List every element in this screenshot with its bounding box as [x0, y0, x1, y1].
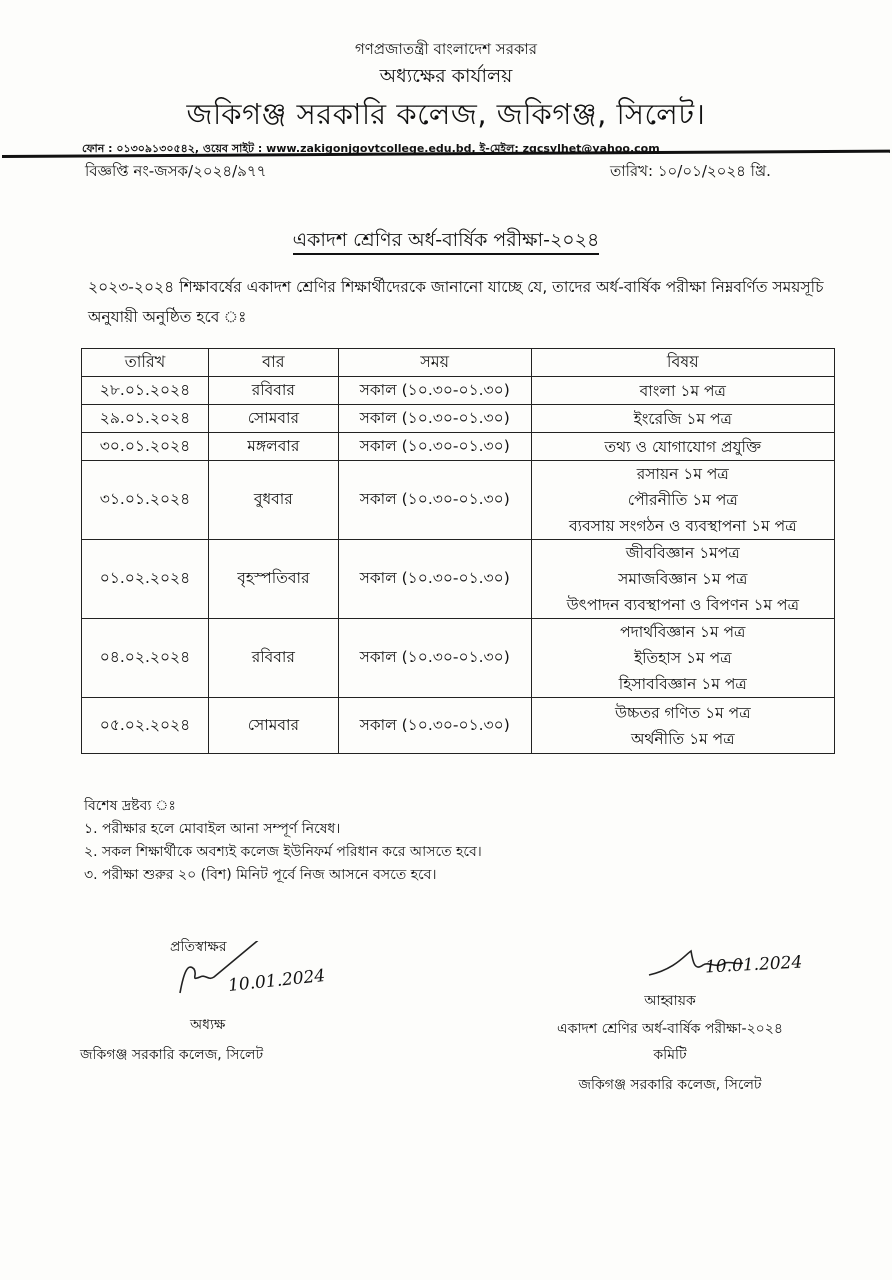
cell-subjects: [531, 433, 834, 461]
subject-item: ইংরেজি ১ম পত্র: [633, 409, 732, 428]
office-heading: অধ্যক্ষের কার্যালয়: [379, 65, 513, 87]
principal-signature-block: [80, 935, 340, 1067]
contact-text: ফোন : ০১৩০৯১৩০৫৪২, ওয়েব সাইট : www.zakigonjgovtcollege.edu.bd, ই-মেইল:: [82, 142, 523, 155]
cell-time: সকাল (১০.৩০-০১.৩০): [338, 540, 531, 619]
committee-name: একাদশ শ্রেণির অর্ধ-বার্ষিক পরীক্ষা-২০২৪: [557, 1021, 783, 1037]
notice-title: [0, 226, 892, 258]
convener-sign-date: 10.01.2024: [704, 952, 803, 978]
cell-time: সকাল (১০.৩০-০১.৩০): [338, 698, 531, 754]
subject-item: উৎপাদন ব্যবস্থাপনা ও বিপণন ১ম পত্র: [566, 596, 799, 614]
subject-item: উচ্চতর গণিত ১ম পত্র: [614, 703, 751, 722]
table-row: [82, 461, 835, 540]
cell-day: সোমবার: [208, 698, 338, 754]
email-link[interactable]: zgcsylhet@yahoo.com: [522, 142, 660, 155]
subject-item: পৌরনীতি ১ম পত্র: [627, 491, 738, 509]
subject-item: পদার্থবিজ্ঞান ১ম পত্র: [620, 623, 746, 641]
cell-subjects: [531, 619, 834, 698]
cell-time: সকাল (১০.৩০-০১.৩০): [338, 619, 531, 698]
principal-sign-date: 10.01.2024: [227, 965, 327, 997]
cell-time: সকাল (১০.৩০-০১.৩০): [338, 461, 531, 540]
subject-item: ইতিহাস ১ম পত্র: [634, 649, 732, 667]
cell-day: রবিবার: [208, 619, 338, 698]
subject-item: তথ্য ও যোগাযোগ প্রযুক্তি: [604, 437, 762, 456]
government-heading: গণপ্রজাতন্ত্রী বাংলাদেশ সরকার: [354, 40, 538, 58]
cell-subjects: [531, 405, 834, 433]
notice-date: তারিখ: ১০/০১/২০২৪ খ্রি.: [610, 162, 771, 180]
note-item: ৩. পরীক্ষা শুরুর ২০ (বিশ) মিনিট পূর্বে নিজ আসনে বসতে হবে।: [84, 867, 437, 883]
table-row: [82, 405, 835, 433]
principal-institution: জকিগঞ্জ সরকারি কলেজ, সিলেট: [80, 1047, 264, 1063]
subject-item: বাংলা ১ম পত্র: [639, 381, 726, 400]
college-name: জকিগঞ্জ সরকারি কলেজ, জকিগঞ্জ, সিলেট।: [186, 97, 706, 131]
cell-subjects: [531, 540, 834, 619]
cell-time: সকাল (১০.৩০-০১.৩০): [338, 433, 531, 461]
cell-day: সোমবার: [208, 405, 338, 433]
table-row: [82, 377, 835, 405]
cell-day: বুধবার: [208, 461, 338, 540]
note-item: ২. সকল শিক্ষার্থীকে অবশ্যই কলেজ ইউনিফর্ম পরিধান করে আসতে হবে।: [84, 844, 482, 860]
subject-item: হিসাববিজ্ঞান ১ম পত্র: [618, 675, 747, 693]
cell-subjects: [531, 461, 834, 540]
header-subject: বিষয়: [531, 349, 834, 377]
header-time: সময়: [338, 349, 531, 377]
cell-date: ২৮.০১.২০২৪: [82, 377, 209, 405]
cell-day: বৃহস্পতিবার: [208, 540, 338, 619]
notice-intro: ২০২৩-২০২৪ শিক্ষাবর্ষের একাদশ শ্রেণির শিক্ষার্থীদেরকে জানানো যাচ্ছে যে, তাদের অর্ধ-বার্ষিক পরীক্ষা নিম্নবর্ণিত সময়সূচি অনুযায়ী অনুষ্ঠিত হবে ঃ: [88, 278, 824, 326]
table-row: [82, 698, 835, 754]
header-day: বার: [208, 349, 338, 377]
cell-date: ২৯.০১.২০২৪: [82, 405, 209, 433]
subject-item: ব্যবসায় সংগঠন ও ব্যবস্থাপনা ১ম পত্র: [568, 517, 797, 535]
cell-date: ৩০.০১.২০২৪: [82, 433, 209, 461]
subject-item: রসায়ন ১ম পত্র: [636, 465, 729, 483]
convener-signature-block: [520, 952, 840, 1097]
countersign-label: প্রতিস্বাক্ষর: [170, 939, 227, 955]
principal-signature: [80, 959, 340, 1011]
cell-day: মঙ্গলবার: [208, 433, 338, 461]
notice-title-text: একাদশ শ্রেণির অর্ধ-বার্ষিক পরীক্ষা-২০২৪: [293, 229, 600, 255]
subject-item: জীববিজ্ঞান ১মপত্র: [625, 544, 740, 562]
committee-label: কমিটি: [653, 1047, 687, 1063]
cell-subjects: [531, 698, 834, 754]
cell-time: সকাল (১০.৩০-০১.৩০): [338, 405, 531, 433]
cell-date: ০৫.০২.২০২৪: [82, 698, 209, 754]
note-item: ১. পরীক্ষার হলে মোবাইল আনা সম্পূর্ণ নিষেধ।: [84, 821, 341, 837]
header-date: তারিখ: [82, 349, 209, 377]
cell-day: রবিবার: [208, 377, 338, 405]
cell-time: সকাল (১০.৩০-০১.৩০): [338, 377, 531, 405]
cell-date: ০৪.০২.২০২৪: [82, 619, 209, 698]
cell-date: ০১.০২.২০২৪: [82, 540, 209, 619]
table-row: [82, 540, 835, 619]
table-row: [82, 433, 835, 461]
notes-heading: বিশেষ দ্রষ্টব্য ঃ: [84, 798, 176, 814]
special-notes: [84, 795, 482, 887]
memo-number: বিজ্ঞপ্তি নং-জসক/২০২৪/৯৭৭: [85, 162, 267, 180]
convener-title: আহ্বায়ক: [644, 993, 696, 1009]
cell-subjects: [531, 377, 834, 405]
table-header-row: [82, 349, 835, 377]
exam-schedule-table: [81, 348, 835, 754]
principal-title: অধ্যক্ষ: [190, 1017, 226, 1033]
subject-item: অর্থনীতি ১ম পত্র: [630, 729, 735, 748]
subject-item: সমাজবিজ্ঞান ১ম পত্র: [618, 570, 748, 588]
table-row: [82, 619, 835, 698]
cell-date: ৩১.০১.২০২৪: [82, 461, 209, 540]
convener-institution: জকিগঞ্জ সরকারি কলেজ, সিলেট: [578, 1077, 762, 1093]
convener-signature: [520, 952, 840, 985]
